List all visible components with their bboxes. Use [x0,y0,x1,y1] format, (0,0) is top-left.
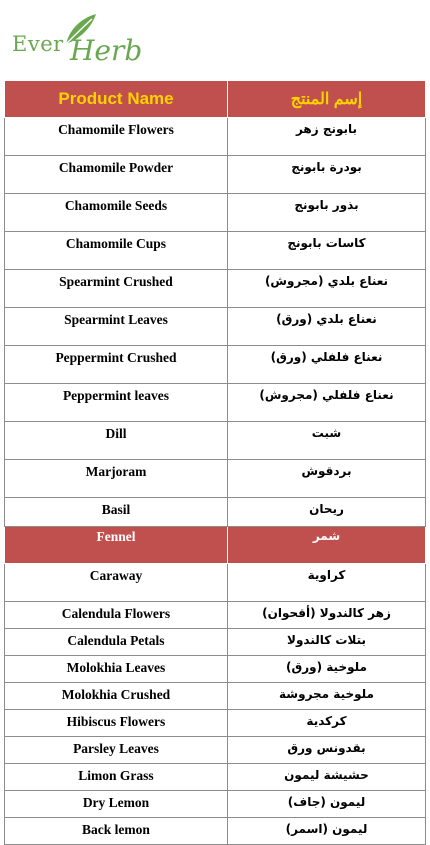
product-name-en: Chamomile Seeds [5,194,228,232]
brand-logo [8,8,143,78]
product-name-ar: شبت [228,422,426,460]
product-name-en: Dill [5,422,228,460]
product-name-ar: ليمون (جاف) [228,791,426,818]
table-row [5,460,426,498]
table-row [5,498,426,527]
product-name-ar: كاسات بابونج [228,232,426,270]
product-name-ar: نعناع بلدي (ورق) [228,308,426,346]
table-row [5,710,426,737]
table-row [5,683,426,710]
table-header-row [5,81,426,118]
product-name-en: Spearmint Crushed [5,270,228,308]
product-name-en: Caraway [5,564,228,602]
table-row [5,384,426,422]
table-row [5,422,426,460]
table-row [5,791,426,818]
product-name-en: Hibiscus Flowers [5,710,228,737]
product-name-en: Limon Grass [5,764,228,791]
table-row [5,764,426,791]
product-name-ar: حشيشة ليمون [228,764,426,791]
product-name-en: Basil [5,498,228,527]
table-row [5,818,426,845]
product-name-ar: ملوخية (ورق) [228,656,426,683]
product-name-en: Calendula Petals [5,629,228,656]
product-name-en: Dry Lemon [5,791,228,818]
table-row [5,232,426,270]
product-name-en: Molokhia Leaves [5,656,228,683]
product-name-ar: بقدونس ورق [228,737,426,764]
product-name-en: Peppermint leaves [5,384,228,422]
product-name-ar: نعناع فلفلي (ورق) [228,346,426,384]
product-name-en: Fennel [5,527,228,564]
product-table [4,80,426,845]
product-name-ar: بابونج زهر [228,118,426,156]
product-name-ar: كراوية [228,564,426,602]
product-name-en: Marjoram [5,460,228,498]
product-name-en: Peppermint Crushed [5,346,228,384]
product-name-en: Parsley Leaves [5,737,228,764]
product-name-en: Molokhia Crushed [5,683,228,710]
product-name-ar: بذور بابونج [228,194,426,232]
table-row [5,564,426,602]
product-name-ar: كركدية [228,710,426,737]
product-name-ar: بتلات كالندولا [228,629,426,656]
table-row [5,656,426,683]
header-product-name-ar: إسم المنتج [228,81,426,118]
product-name-en: Spearmint Leaves [5,308,228,346]
product-name-en: Back lemon [5,818,228,845]
product-name-ar: ريحان [228,498,426,527]
brand-word-ever: Ever [12,32,64,56]
product-name-ar: نعناع بلدي (مجروش) [228,270,426,308]
product-name-ar: بودرة بابونج [228,156,426,194]
product-name-ar: ملوخية مجروشة [228,683,426,710]
product-name-ar: شمر [228,527,426,564]
product-name-en: Chamomile Cups [5,232,228,270]
table-row [5,629,426,656]
table-row [5,737,426,764]
product-name-en: Calendula Flowers [5,602,228,629]
product-name-ar: بردقوش [228,460,426,498]
product-name-en: Chamomile Flowers [5,118,228,156]
table-row [5,194,426,232]
product-name-ar: ليمون (اسمر) [228,818,426,845]
brand-word-herb: Herb [70,34,143,67]
header-product-name: Product Name [5,81,228,118]
product-name-ar: نعناع فلفلي (مجروش) [228,384,426,422]
product-name-ar: زهر كالندولا (أقحوان) [228,602,426,629]
product-name-en: Chamomile Powder [5,156,228,194]
table-row [5,156,426,194]
table-row [5,270,426,308]
table-row [5,118,426,156]
table-row [5,308,426,346]
table-row [5,602,426,629]
table-row-highlighted [5,527,426,564]
table-row [5,346,426,384]
